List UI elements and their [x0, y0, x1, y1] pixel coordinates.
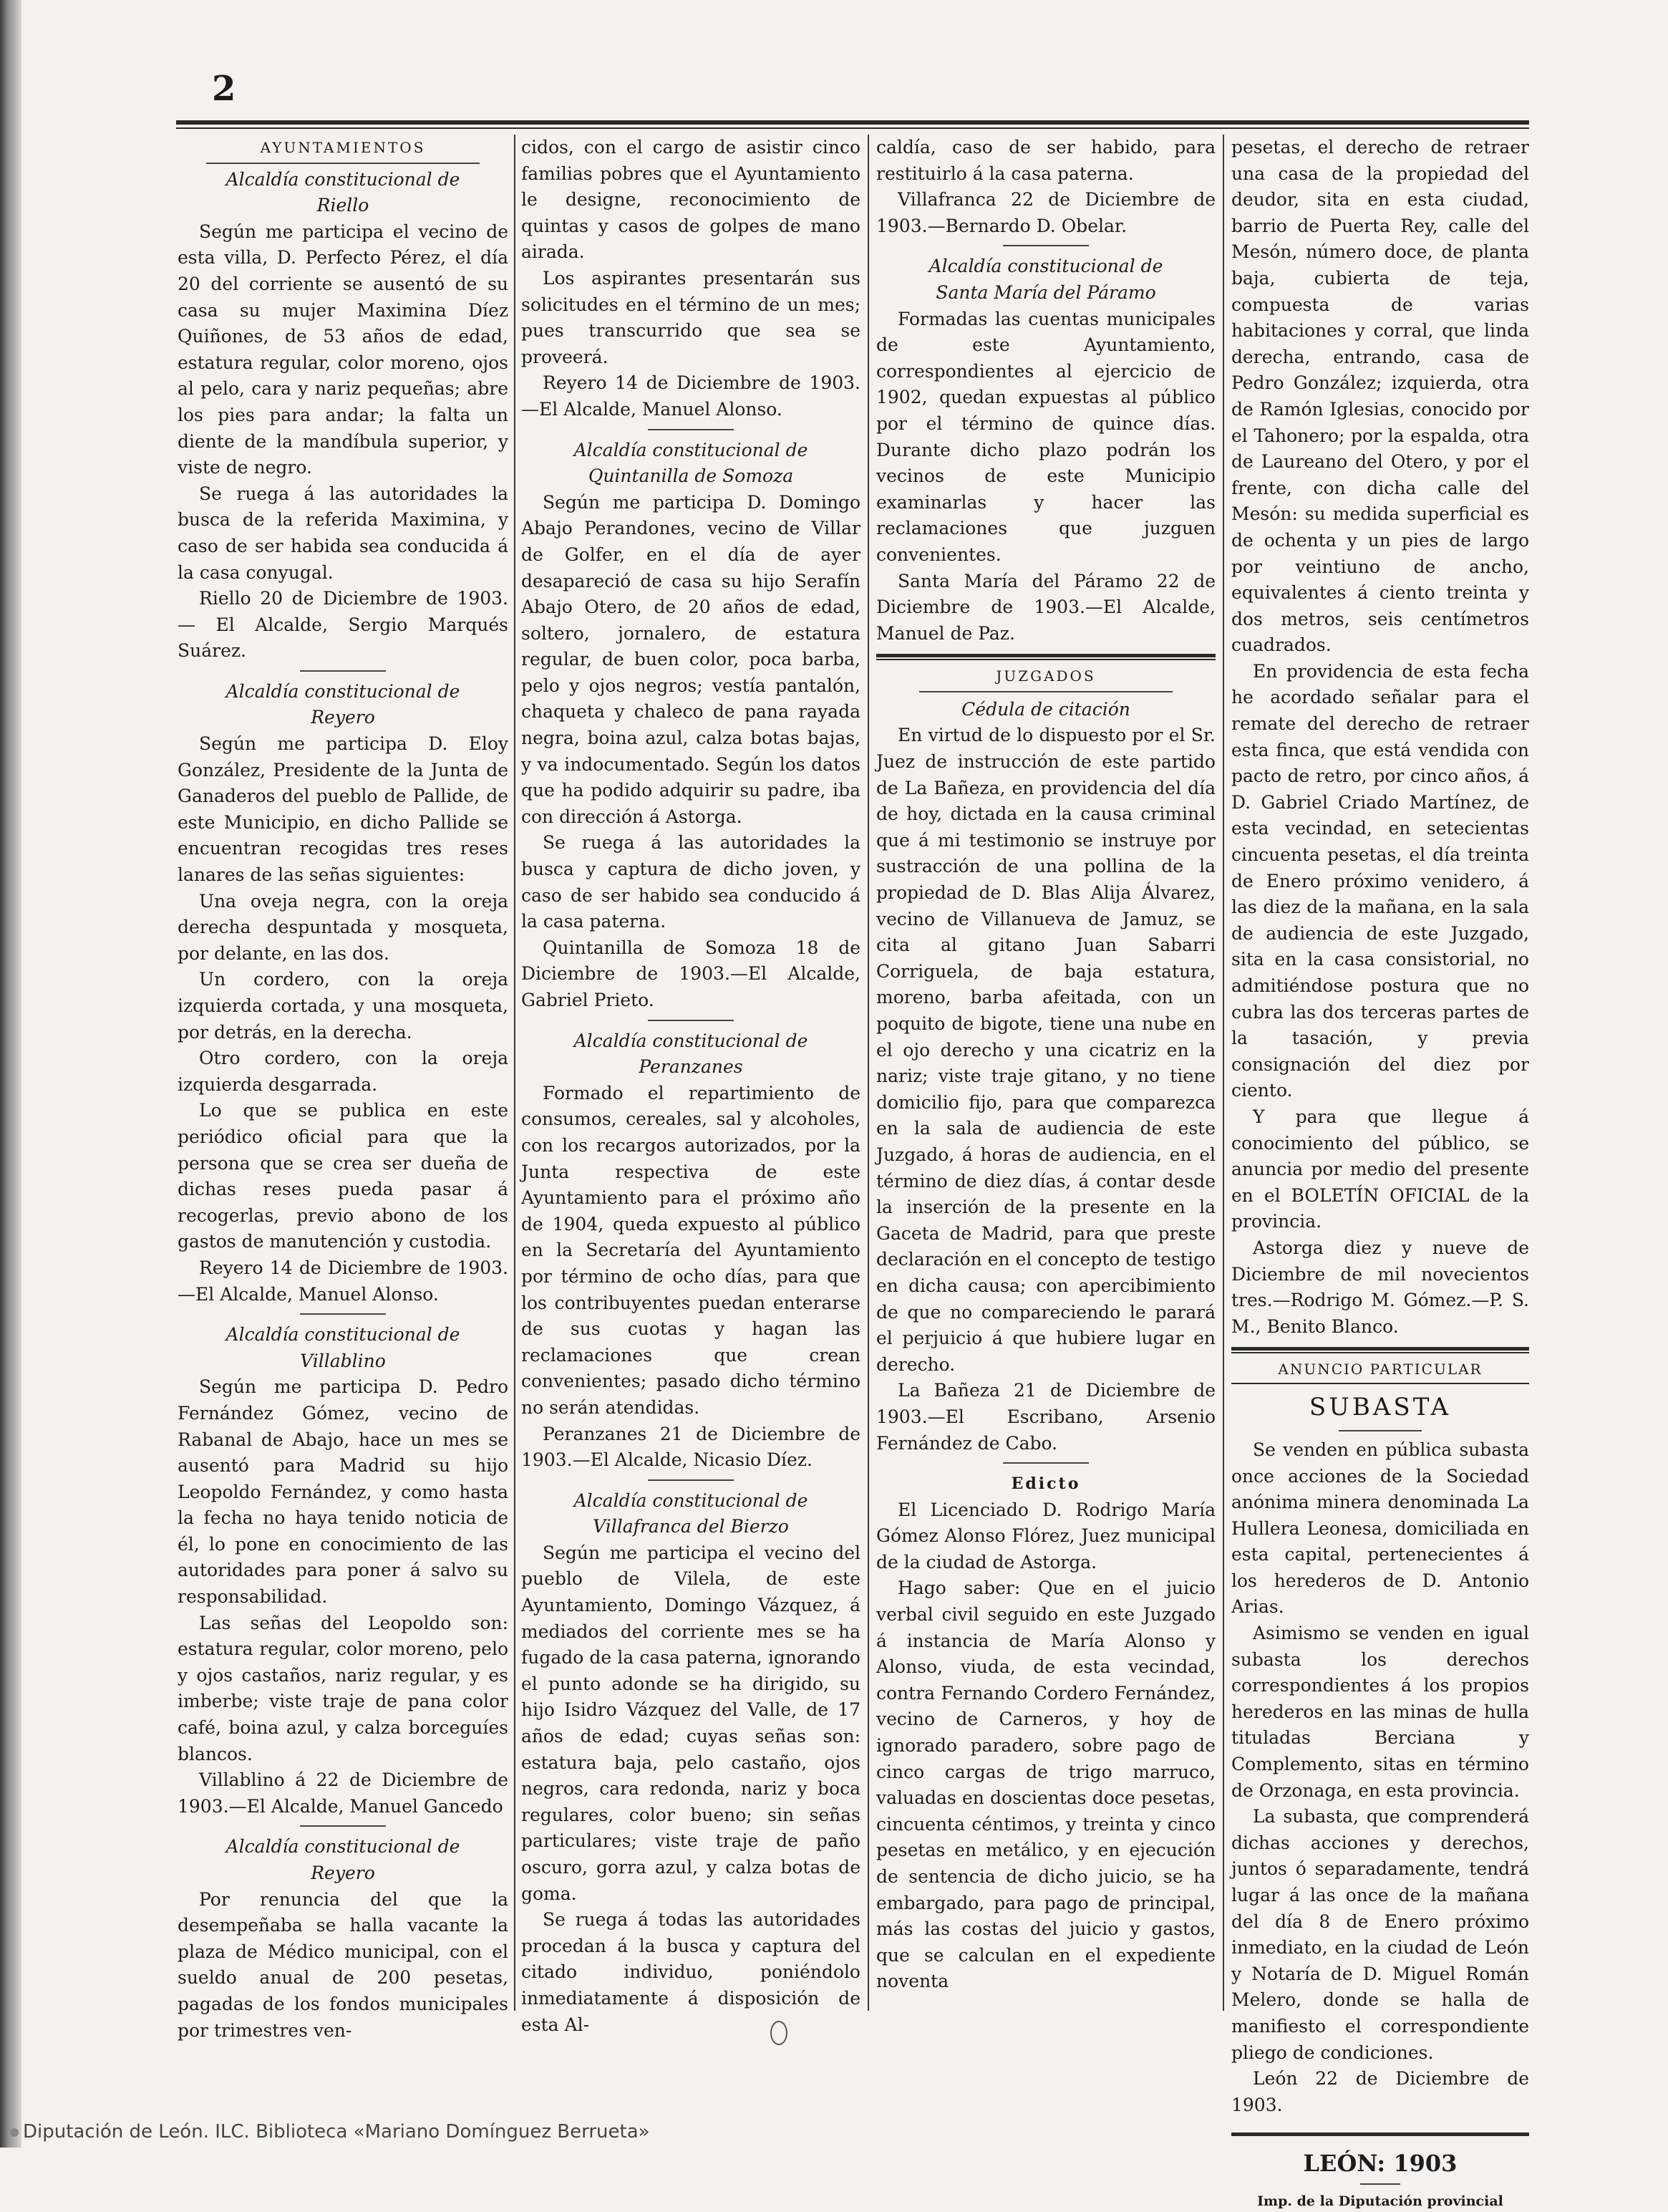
signature: Quintanilla de Somoza 18 de Diciembre de 1903.—El Alcalde, Gabriel Prieto.	[521, 937, 860, 1010]
binding-edge	[0, 0, 21, 2148]
notice-heading: Alcaldía constitucional de Riello	[226, 168, 460, 216]
header-rule	[176, 120, 1529, 125]
notice-heading: Alcaldía constitucional de Quintanilla de Somoza	[573, 439, 808, 487]
separator	[648, 1479, 734, 1481]
separator	[300, 1313, 386, 1315]
column-3	[876, 135, 1216, 2054]
notice-heading: Alcaldía constitucional de Santa María del Páramo	[928, 256, 1163, 303]
paragraph: pesetas, el derecho de retraer una casa de la propiedad del deudor, sita en esta ciudad, barrio de Puerta Rey, calle del Mesón, número doce, de planta baja, cubierta de teja, compuesta de varias habitaciones y corral, que linda derecha, entrando, casa de Pedro González; izquierda, otra de Ramón Iglesias, conocido por el Tahonero; por la espalda, otra de Laureano del Otero, y por el frente, con dicha calle del Mesón: su medida superficial es de ochenta y un pies de largo por veintiuno de ancho, equivalentes á ciento treinta y dos metros, seis centímetros cuadrados.	[1231, 137, 1529, 656]
separator	[300, 1825, 386, 1827]
section-heading: JUZGADOS	[996, 667, 1096, 685]
signature: Villablino á 22 de Diciembre de 1903.—El Alcalde, Manuel Gancedo	[178, 1769, 508, 1817]
paragraph: Se venden en pública subasta once acciones de la Sociedad anónima minera denominada La Hullera Leonesa, domiciliada en esta capital, pertenecientes á los herederos de D. Antonio Arias.	[1231, 1439, 1529, 1618]
notice-heading: Edicto	[1011, 1474, 1081, 1494]
separator	[1003, 1462, 1089, 1464]
column-2	[521, 135, 860, 2054]
section-rule-thin	[1231, 1383, 1529, 1384]
notice-heading: Alcaldía constitucional de Villafranca del Bierzo	[573, 1489, 808, 1537]
page-number: 2	[212, 69, 236, 109]
paragraph: Según me participa el vecino del pueblo de Vilela, de este Ayuntamiento, Domingo Vázquez, á mediados del corriente mes se ha fugado de la casa paterna, ignorando el punto adonde se ha dirigido, su hijo Isidro Vázquez del Valle, de 17 años de edad; cuyas señas son: estatura baja, pelo castaño, ojos negros, cara redonda, nariz y boca regulares, color bueno; sin señas particulares; viste traje de paño oscuro, gorra azul, y calza botas de goma.	[521, 1542, 860, 1904]
notice-heading: Alcaldía constitucional de Reyero	[226, 680, 460, 728]
notice-heading: Cédula de citación	[961, 698, 1130, 720]
column-1	[178, 135, 508, 2054]
footer-text: Diputación de León. ILC. Biblioteca «Mariano Domínguez Berrueta»	[23, 2121, 650, 2143]
separator	[1003, 245, 1089, 246]
paragraph: Y para que llegue á conocimiento del público, se anuncia por medio del presente en el BOLETÍN OFICIAL de la provincia.	[1231, 1106, 1529, 1232]
notice-heading: Alcaldía constitucional de Peranzanes	[573, 1030, 808, 1078]
section-rule	[1231, 1347, 1529, 1351]
paragraph: Lo que se publica en este periódico oficial para que la persona que se crea ser dueña de dichas reses pueda pasar á recogerlas, previo abono de los gastos de manutención y custodia.	[178, 1100, 508, 1252]
notice-heading: Alcaldía constitucional de Villablino	[226, 1324, 460, 1371]
paragraph: Una oveja negra, con la oreja derecha despuntada y mosqueta, por delante, en las dos.	[178, 890, 508, 964]
signature: Astorga diez y nueve de Diciembre de mil novecientos tres.—Rodrigo M. Gómez.—P. S. M., Benito Blanco.	[1231, 1237, 1529, 1337]
signature: León 22 de Diciembre de 1903.	[1231, 2068, 1529, 2115]
footer-credit	[0, 2117, 654, 2148]
paragraph: Un cordero, con la oreja izquierda cortada, y una mosqueta, por detrás, en la derecha.	[178, 969, 508, 1043]
section-rule-thin	[1231, 1352, 1529, 1353]
section-heading: AYUNTAMIENTOS	[260, 139, 426, 156]
auction-heading: SUBASTA	[1309, 1392, 1452, 1421]
header-rule-thin	[176, 127, 1529, 129]
paragraph: Según me participa el vecino de esta villa, D. Perfecto Pérez, el día 20 del corriente se ausentó de su casa su mujer Maximina Díez Quiñones, de 53 años de edad, estatura regular, color moreno, ojos al pelo, cara y nariz pequeñas; abre los pies para andar; la falta un diente de la mandíbula superior, y viste de negro.	[178, 221, 508, 478]
paragraph: Hago saber: Que en el juicio verbal civil seguido en este Juzgado á instancia de María Alonso y Alonso, viuda, de esta vecindad, contra Fernando Cordero Fernández, vecino de Carneros, y hoy de ignorado paradero, sobre pago de cinco cargas de trigo marruco, valuadas en doscientas doce pesetas, cincuenta céntimos, y treinta y cinco pesetas en metálico, y en ejecución de sentencia de dicho juicio, se ha embargado, para pago de principal, más las costas del juicio y gastos, que se calculan en el expediente noventa	[876, 1578, 1216, 1992]
paragraph: La subasta, que comprenderá dichas acciones y derechos, juntos ó separadamente, tendrá lugar á las once de la mañana del día 8 de Enero próximo inmediato, en la ciudad de León y Notaría de D. Miguel Román Melero, donde se halla de manifiesto el correspondiente pliego de condiciones.	[1231, 1806, 1529, 2063]
copyright-icon	[10, 2128, 19, 2137]
paragraph: caldía, caso de ser habido, para restituirlo á la casa paterna.	[876, 137, 1216, 184]
paragraph: Asimismo se venden en igual subasta los derechos correspondientes á los propios herederos en las minas de hulla tituladas Berciana y Complemento, sitas en término de Orzonaga, en esta provincia.	[1231, 1623, 1529, 1801]
column-divider	[514, 135, 515, 2011]
separator	[648, 1020, 734, 1021]
paragraph: Se ruega á las autoridades la busca y captura de dicho joven, y caso de ser habido sea conducido á la casa paterna.	[521, 832, 860, 932]
imprint-city: LEÓN: 1903	[1303, 2150, 1458, 2178]
paragraph: cidos, con el cargo de asistir cinco familias pobres que el Ayuntamiento le designe, reconocimiento de quintas y casos de golpes de mano airada.	[521, 137, 860, 263]
signature: Reyero 14 de Diciembre de 1903. —El Alcalde, Manuel Alonso.	[521, 372, 860, 420]
section-rule	[1231, 2133, 1529, 2136]
paragraph: Formado el repartimiento de consumos, cereales, sal y alcoholes, con los recargos autorizados, por la Junta respectiva de este Ayuntamiento para el próximo año de 1904, queda expuesto al público en la Secretaría del Ayuntamiento por término de ocho días, para que los contribuyentes puedan enterarse de sus cuotas y hagan las reclamaciones que crean convenientes; pasado dicho término no serán atendidas.	[521, 1082, 860, 1418]
signature: Villafranca 22 de Diciembre de 1903.—Bernardo D. Obelar.	[876, 189, 1216, 236]
separator	[648, 429, 734, 430]
section-rule-thin	[876, 659, 1216, 660]
separator	[300, 670, 386, 672]
paragraph: Se ruega á las autoridades la busca de la referida Maximina, y caso de ser habida sea conducida á la casa conyugal.	[178, 483, 508, 583]
paragraph: Según me participa D. Pedro Fernández Gómez, vecino de Rabanal de Abajo, hace un mes se ausentó para Madrid su hijo Leopoldo Fernández, y como hasta la fecha no haya tenido noticia de él, lo pone en conocimiento de las autoridades para poner á salvo su responsabilidad.	[178, 1376, 508, 1608]
paragraph: Según me participa D. Domingo Abajo Perandones, vecino de Villar de Golfer, en el día de ayer desapareció de casa su hijo Serafín Abajo Otero, de 20 años de edad, soltero, jornalero, de estatura regular, de buen color, poca barba, pelo y ojos negros; vestía pantalón, chaqueta y chaleco de pana rayada negra, boina azul, calza botas bajas, y va indocumentado. Según los datos que ha podido adquirir su padre, iba con dirección á Astorga.	[521, 491, 860, 827]
paragraph: Otro cordero, con la oreja izquierda desgarrada.	[178, 1048, 508, 1095]
paragraph: Las señas del Leopoldo son: estatura regular, color moreno, pelo y ojos castaños, nariz regular, y es imberbe; viste traje de pana color café, boina azul, y calza borceguíes blancos.	[178, 1612, 508, 1764]
imprint: Imp. de la Diputación provincial	[1257, 2193, 1503, 2210]
column-divider	[1223, 135, 1224, 2011]
section-heading: ANUNCIO PARTICULAR	[1278, 1361, 1483, 1378]
paragraph: Formadas las cuentas municipales de este Ayuntamiento, correspondientes al ejercicio de 1902, quedan expuestas al público por el término de quince días. Durante dicho plazo podrán los vecinos de este Municipio examinarlas y hacer las reclamaciones que juzguen convenientes.	[876, 308, 1216, 565]
column-4	[1231, 135, 1529, 2210]
paragraph: El Licenciado D. Rodrigo María Gómez Alonso Flórez, Juez municipal de la ciudad de Astorga.	[876, 1499, 1216, 1573]
paragraph: En providencia de esta fecha he acordado señalar para el remate del derecho de retraer esta finca, que está vendida con pacto de retro, por cinco años, á D. Gabriel Criado Martínez, de esta vecindad, en setecientas cincuenta pesetas, el día treinta de Enero próximo venidero, á las diez de la mañana, en la sala de audiencia de este Juzgado, sita en la casa consistorial, no admitiéndose postura que no cubra las dos terceras partes de la tasación, y previa consignación del diez por ciento.	[1231, 660, 1529, 1101]
section-rule	[876, 654, 1216, 657]
paragraph: Por renuncia del que la desempeñaba se halla vacante la plaza de Médico municipal, con el sueldo anual de 200 pesetas, pagadas de los fondos municipales por trimestres ven-	[178, 1888, 508, 2041]
paragraph: En virtud de lo dispuesto por el Sr. Juez de instrucción de este partido de La Bañeza, en providencia del día de hoy, dictada en la causa criminal que á mi testimonio se instruye por sustracción de una pollina de la propiedad de D. Blas Alija Álvarez, vecino de Villanueva de Jamuz, se cita al gitano Juan Sabarri Corriguela, de baja estatura, moreno, barba afeitada, con un poquito de bigote, tiene una nube en el ojo derecho y una cicatriz en la nariz; viste traje gitano, y no tiene domicilio fijo, para que comparezca en la sala de audiencia de este Juzgado, á horas de audiencia, en el término de diez días, á contar desde la inserción de la presente en la Gaceta de Madrid, para que preste declaración en el concepto de testigo en dicha causa; con apercibimiento de que no compareciendo le parará el perjuicio á que hubiere lugar en derecho.	[876, 725, 1216, 1375]
paragraph: Se ruega á todas las autoridades procedan á la busca y captura del citado individuo, poniéndolo inmediatamente á disposición de esta Al-	[521, 1909, 860, 2035]
paragraph: Según me participa D. Eloy González, Presidente de la Junta de Ganaderos del pueblo de Pallide, de este Municipio, en dicho Pallide se encuentran recogidas tres reses lanares de las señas siguientes:	[178, 733, 508, 886]
signature: Santa María del Páramo 22 de Diciembre de 1903.—El Alcalde, Manuel de Paz.	[876, 570, 1216, 644]
signature: Peranzanes 21 de Diciembre de 1903.—El Alcalde, Nicasio Díez.	[521, 1423, 860, 1471]
signature: Reyero 14 de Diciembre de 1903. —El Alcalde, Manuel Alonso.	[178, 1257, 508, 1305]
column-divider	[868, 135, 869, 2011]
paragraph: Los aspirantes presentarán sus solicitudes en el término de un mes; pues transcurrido que sea se proveerá.	[521, 267, 860, 367]
notice-heading: Alcaldía constitucional de Reyero	[226, 1836, 460, 1883]
signature: La Bañeza 21 de Diciembre de 1903.—El Escribano, Arsenio Fernández de Cabo.	[876, 1380, 1216, 1454]
page-mark	[770, 2021, 787, 2045]
signature: Riello 20 de Diciembre de 1903.— El Alcalde, Sergio Marqués Suárez.	[178, 588, 508, 662]
